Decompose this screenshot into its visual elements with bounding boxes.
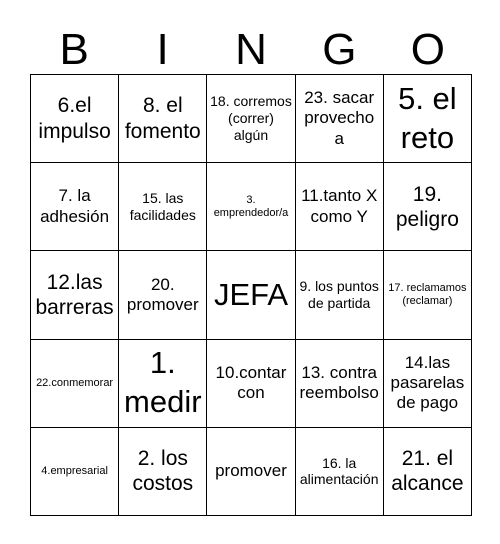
bingo-cell[interactable]: 19. peligro	[384, 163, 472, 251]
bingo-cell[interactable]: 22.conmemorar	[31, 340, 119, 428]
bingo-cell[interactable]: 15. las facilidades	[119, 163, 207, 251]
bingo-cell[interactable]: 17. reclamamos (reclamar)	[384, 251, 472, 339]
bingo-cell[interactable]: 16. la alimentación	[296, 428, 384, 516]
header-letter-g: G	[322, 25, 357, 74]
bingo-cell[interactable]: 23. sacar provecho a	[296, 75, 384, 163]
header-letter-n: N	[235, 25, 267, 74]
bingo-cell[interactable]: 4.empresarial	[31, 428, 119, 516]
bingo-cell[interactable]: 9. los puntos de partida	[296, 251, 384, 339]
header-letter-b: B	[59, 25, 89, 74]
bingo-cell[interactable]: 3. emprendedor/a	[207, 163, 295, 251]
bingo-cell[interactable]: 12.las barreras	[31, 251, 119, 339]
bingo-header	[30, 26, 472, 74]
bingo-cell[interactable]: 1. medir	[119, 340, 207, 428]
bingo-cell[interactable]: 6.el impulso	[31, 75, 119, 163]
header-letter-i: I	[156, 25, 169, 74]
bingo-cell[interactable]: 14.las pasarelas de pago	[384, 340, 472, 428]
bingo-cell[interactable]: 18. corremos (correr) algún	[207, 75, 295, 163]
bingo-cell[interactable]: 11.tanto X como Y	[296, 163, 384, 251]
bingo-cell[interactable]: 5. el reto	[384, 75, 472, 163]
bingo-cell-free[interactable]: JEFA	[207, 251, 295, 339]
header-letter-o: O	[410, 25, 445, 74]
bingo-cell[interactable]: 21. el alcance	[384, 428, 472, 516]
bingo-cell[interactable]: 10.contar con	[207, 340, 295, 428]
bingo-grid	[30, 74, 472, 516]
bingo-cell[interactable]: 2. los costos	[119, 428, 207, 516]
bingo-cell[interactable]: 7. la adhesión	[31, 163, 119, 251]
bingo-cell[interactable]: 20. promover	[119, 251, 207, 339]
bingo-cell[interactable]: 8. el fomento	[119, 75, 207, 163]
bingo-cell[interactable]: promover	[207, 428, 295, 516]
bingo-cell[interactable]: 13. contra reembolso	[296, 340, 384, 428]
